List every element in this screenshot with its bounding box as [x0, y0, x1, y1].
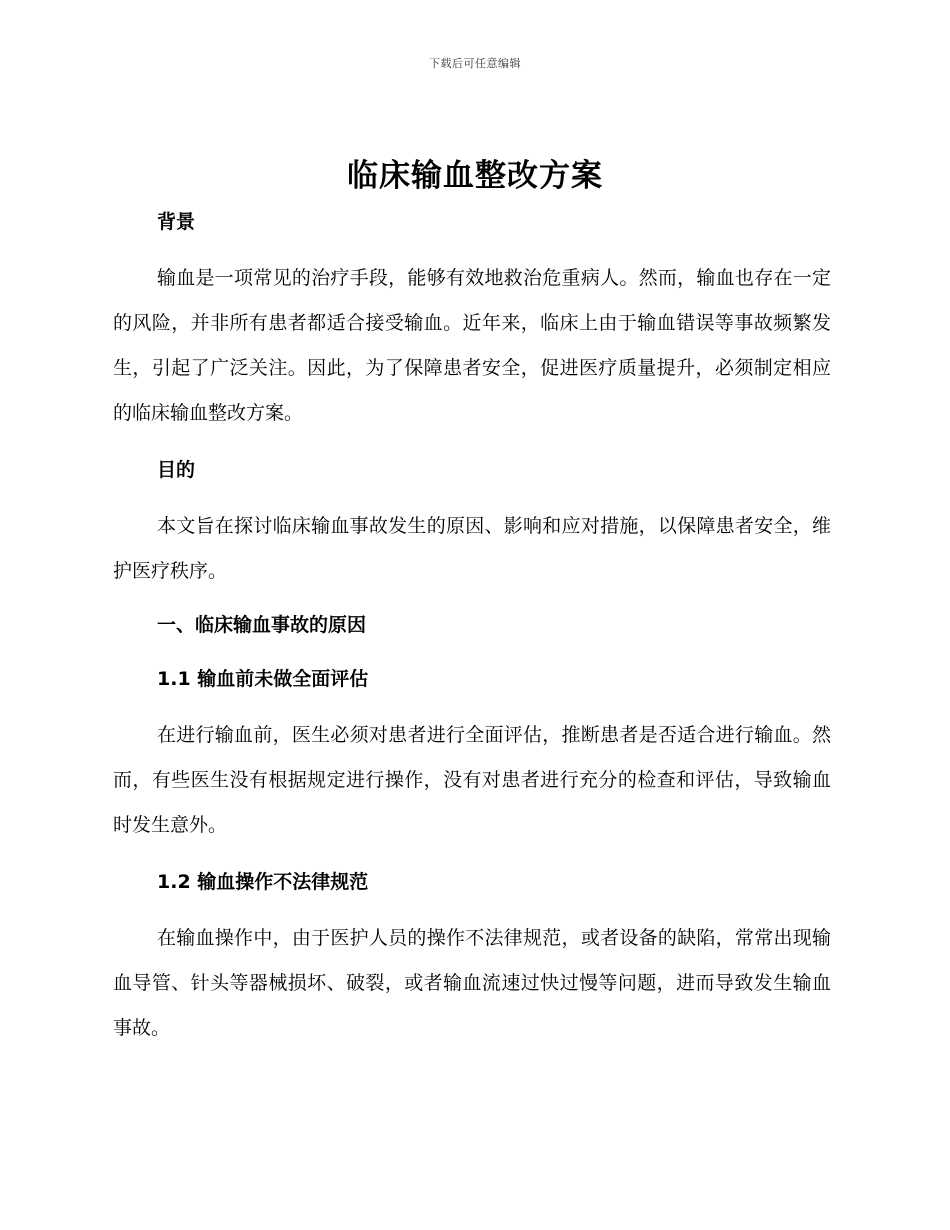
background-paragraph: 输血是一项常见的治疗手段，能够有效地救治危重病人。然而，输血也存在一定的风险，并非所有患者都适合接受输血。近年来，临床上由于输血错误等事故频繁发生，引起了广泛关注。因此，为了保障患者安全，促进医疗质量提升，必须制定相应的临床输血整改方案。	[113, 267, 831, 424]
purpose-paragraph: 本文旨在探讨临床输血事故发生的原因、影响和应对措施，以保障患者安全，维护医疗秩序。	[113, 515, 831, 582]
subsection-1-2-heading: 1.2 输血操作不法律规范	[157, 871, 369, 893]
page-header-note: 下载后可任意编辑	[429, 57, 521, 70]
document-title: 临床输血整改方案	[347, 158, 603, 194]
purpose-heading: 目的	[157, 459, 196, 481]
subsection-1-1-heading: 1.1 输血前未做全面评估	[157, 668, 369, 690]
background-heading: 背景	[157, 211, 196, 233]
subsection-1-2-paragraph: 在输血操作中，由于医护人员的操作不法律规范，或者设备的缺陷，常常出现输血导管、针头等器械损坏、破裂，或者输血流速过快过慢等问题，进而导致发生输血事故。	[113, 927, 831, 1039]
document-body	[113, 200, 831, 1051]
section-1-heading: 一、临床输血事故的原因	[157, 614, 367, 636]
subsection-1-1-paragraph: 在进行输血前，医生必须对患者进行全面评估，推断患者是否适合进行输血。然而，有些医生没有根据规定进行操作，没有对患者进行充分的检查和评估，导致输血时发生意外。	[113, 724, 831, 836]
